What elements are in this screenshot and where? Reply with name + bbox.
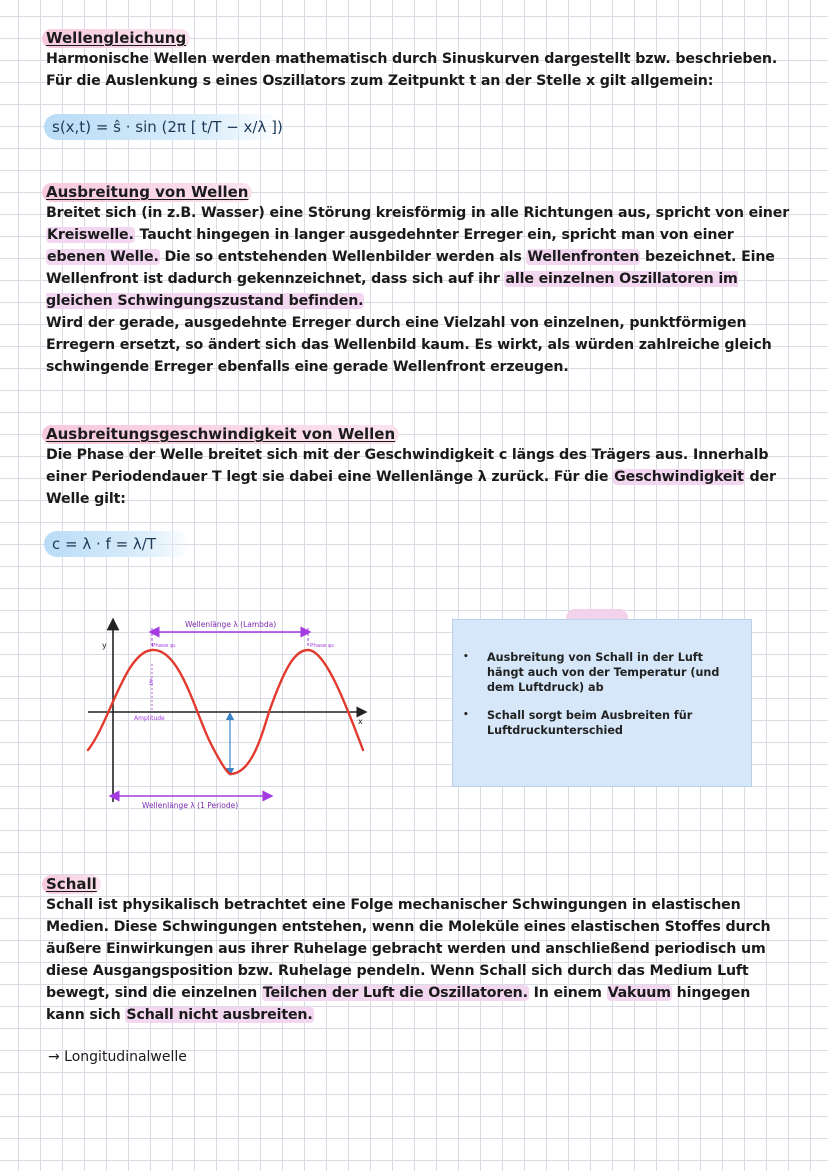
heading-ausbreitung: Ausbreitung von Wellen bbox=[42, 183, 252, 202]
highlight-ebene-welle: ebenen Welle. bbox=[47, 249, 159, 265]
text-geschwindigkeit-b: der Welle gilt: bbox=[46, 469, 776, 507]
note-box bbox=[452, 619, 752, 787]
text-schall-b: In einem bbox=[528, 985, 607, 1001]
heading-geschwindigkeit: Ausbreitungsgeschwindigkeit von Wellen bbox=[42, 425, 399, 444]
highlight-nicht-ausbreiten: Schall nicht ausbreiten. bbox=[126, 1007, 313, 1023]
label-amplitude: Amplitude bbox=[134, 715, 165, 722]
text-ausbreitung-p2: Wird der gerade, ausgedehnte Erreger durch eine Vielzahl von einzelnen, punktförmigen Erregern ersetzt, so ändert sich das Wellenbild kaum. Es wirkt, als würden zahlreiche gleich schwingende Erreger ebenfalls eine gerade Wellenfront erzeugen. bbox=[46, 315, 772, 375]
text-geschwindigkeit bbox=[46, 444, 791, 510]
section-ausbreitung bbox=[46, 182, 791, 378]
heading-wellengleichung: Wellengleichung bbox=[42, 29, 190, 48]
text-wellengleichung-line1: Harmonische Wellen werden mathematisch durch Sinuskurven dargestellt bzw. beschrieben. bbox=[46, 51, 778, 67]
text-ausbreitung-p1-d: bezeichnet. Eine Wellenfront ist dadurch gekennzeichnet, dass sich auf ihr bbox=[46, 249, 775, 287]
label-phase-left: Phase φ₁ bbox=[152, 643, 177, 649]
text-ausbreitung-p1-a: Breitet sich (in z.B. Wasser) eine Störung kreisförmig in alle Richtungen aus, spricht von einer bbox=[46, 205, 790, 221]
text-schall-c: hingegen kann sich bbox=[46, 985, 751, 1023]
text-schall bbox=[46, 894, 791, 1026]
section-geschwindigkeit bbox=[46, 424, 791, 510]
section-wellengleichung bbox=[46, 28, 791, 92]
note-longitudinalwelle: → Longitudinalwelle bbox=[48, 1049, 187, 1065]
label-phase-right: Phase φ₂ bbox=[310, 643, 335, 649]
text-ausbreitung-p1-c: Die so entstehenden Wellenbilder werden als bbox=[159, 249, 527, 265]
note-list bbox=[453, 620, 751, 738]
section-schall bbox=[46, 874, 791, 1026]
formula-wellengleichung: s(x,t) = ŝ · sin (2π [ t/T − x/λ ]) bbox=[44, 114, 282, 140]
heading-schall: Schall bbox=[42, 875, 101, 894]
text-wellengleichung-line2: Für die Auslenkung s eines Oszillators zum Zeitpunkt t an der Stelle x gilt allgemein: bbox=[46, 73, 714, 89]
text-ausbreitung-p1 bbox=[46, 202, 791, 312]
note-bullet: • Ausbreitung von Schall in der Luft hängt auch von der Temperatur (und dem Luftdruck) ab bbox=[475, 650, 731, 695]
axis-label-y: y bbox=[102, 641, 107, 650]
note-bullet: • Schall sorgt beim Ausbreiten für Luftdruckunterschied bbox=[475, 708, 731, 738]
label-wavelength-bottom: Wellenlänge λ (1 Periode) bbox=[142, 801, 239, 810]
text-ausbreitung-p1-b: Taucht hingegen in langer ausgedehnter Erreger ein, spricht man von einer bbox=[134, 227, 734, 243]
text-geschwindigkeit-a: Die Phase der Welle breitet sich mit der Geschwindigkeit c längs des Trägers aus. Innerhalb einer Periodendauer T legt sie dabei eine Wellenlänge λ zurück. Für die bbox=[46, 447, 769, 485]
highlight-kreiswelle: Kreiswelle. bbox=[47, 227, 134, 243]
highlight-teilchen: Teilchen der Luft die Oszillatoren. bbox=[262, 985, 528, 1001]
formula-geschwindigkeit: c = λ · f = λ/T bbox=[44, 531, 190, 557]
text-schall-a: Schall ist physikalisch betrachtet eine Folge mechanischer Schwingungen in elastischen Medien. Diese Schwingungen entstehen, wenn die Moleküle eines elastischen Stoffes durch äußere Einwirkungen aus ihrer Ruhelage gebracht werden und anschließend periodisch um diese Ausgangsposition bzw. Ruhelage pendeln. Wenn Schall sich durch das Medium Luft bewegt, sind die einzelnen bbox=[46, 897, 771, 1001]
highlight-gleicher-zustand: alle einzelnen Oszillatoren im gleichen Schwingungszustand befinden. bbox=[46, 271, 738, 309]
highlight-vakuum: Vakuum bbox=[607, 985, 671, 1001]
amp-symbol: ŝ bbox=[149, 678, 154, 687]
highlight-wellenfronten: Wellenfronten bbox=[527, 249, 640, 265]
highlight-geschwindigkeit: Geschwindigkeit bbox=[614, 469, 744, 485]
wave-diagram bbox=[80, 612, 380, 817]
axis-label-x: x bbox=[358, 717, 363, 726]
label-wavelength-top: Wellenlänge λ (Lambda) bbox=[185, 620, 277, 629]
